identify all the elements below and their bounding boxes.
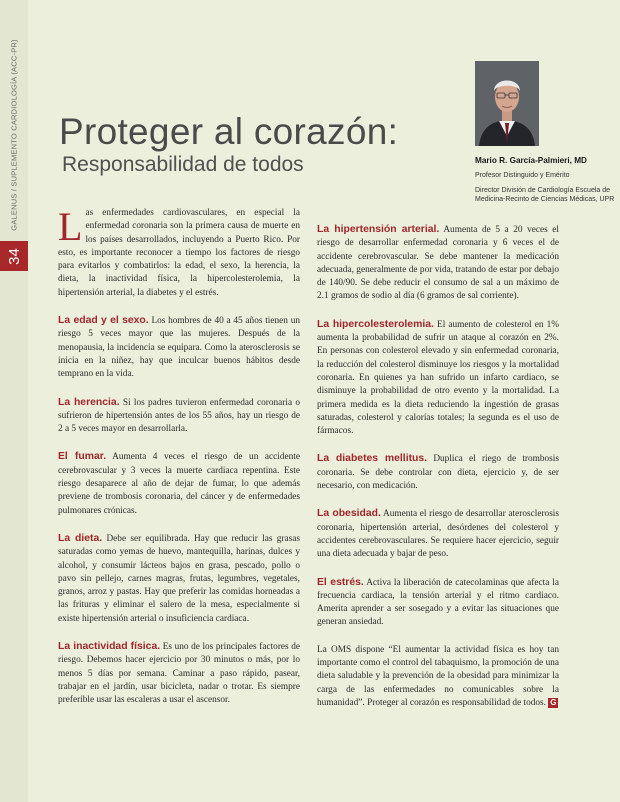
author-photo [475,61,539,146]
section-text: Activa la liberación de catecolaminas que afecta la frecuencia cardiaca, la tensión arterial y el ritmo cardiaco. Amerita aprender a ser sosegado y a evitar las situaciones que generan ansiedad. [317,577,559,628]
section-heading: La edad y el sexo. [58,315,149,327]
section-paragraph [317,452,559,493]
running-header [2,0,26,260]
section-heading: La diabetes mellitus. [317,453,428,465]
closing-text: La OMS dispone “El aumentar la actividad física es hoy tan importante como el control del tabaquismo, la promoción de una dieta saludable y la prevención de la obesidad para minimizar la carga de las enfermedades no comunicables sobre la humanidad”. Proteger al corazón es responsabilidad de todos. [317,644,559,708]
page-number: 34 [5,247,23,265]
section-heading: La hipertensión arterial. [317,224,440,235]
section-paragraph [58,532,300,626]
page-number-box [0,241,28,271]
page-title: Proteger al corazón: [59,111,399,152]
section-text: Los hombres de 40 a 45 años tienen un riesgo 5 veces mayor que las mujeres. Después de la menopausia, la incidencia se equipara. Como la aterosclerosis se inicia en la niñez, hay que inculcar buenos hábitos desde temprano en la vida. [58,316,300,380]
sidebar [0,0,28,802]
section-heading: La herencia. [58,396,120,408]
running-header-text: GALENUS / SUPLEMENTO CARDIOLOGÍA (ACC-PR) [9,39,19,231]
article-column-right [317,223,559,724]
author-name: Mario R. García-Palmieri, MD [475,156,587,165]
closing-paragraph [317,644,559,710]
section-text: El aumento de colesterol en 1% aumenta la probabilidad de sufrir un ataque al corazón en 2%. En personas con colesterol elevado y sin enfermedad coronaria, la reducción del colesterol disminuye los riesgos y la mortalidad coronaria. En quienes ya han sufrido un infarto cardiaco, se disminuye la probabilidad de otro evento y la mortalidad. La primera medida es la dieta reduciendo la ingestión de grasas saturadas, colesterol y calorías totales; la segunda es el uso de fármacos. [317,319,559,437]
section-paragraph [58,396,300,437]
section-heading: La inactividad física. [58,641,161,653]
end-mark-icon: G [550,697,557,707]
intro-paragraph [58,204,300,300]
section-text: Duplica el riego de trombosis coronaria. Se debe controlar con dieta, ejercicio y, de ser necesario, con medicación. [317,454,559,492]
section-text: Aumenta de 5 a 20 veces el riesgo de desarrollar enfermedad coronaria y 6 veces el de accidente cerebrovascular. Se debe mantener la medicación adecuada, generalmente de por vida, tratando de estar por debajo de 140/90. Se debe reducir el consumo de sal a un máximo de 2.1 gramos de sodio al día (6 gramos de sal corriente). [317,225,560,302]
section-paragraph [317,507,559,561]
section-heading: La dieta. [58,532,103,544]
section-paragraph [58,314,300,381]
section-heading: El fumar. [58,451,107,463]
section-paragraph [317,576,559,630]
section-text: Aumenta el riesgo de desarrollar aterosclerosis coronaria, hipertensión arterial, desórdenes del colesterol y accidentes cerebrovasculares. Se requiere hacer ejercicio, seguir una dieta adecuada y bajar de peso. [317,509,560,560]
section-heading: La obesidad. [317,508,381,520]
section-paragraph [58,640,300,707]
section-text: Si los padres tuvieron enfermedad coronaria o sufrieron de hipertensión antes de los 55 años, hay un riesgo de 2 a 5 veces mayor en desarrollarla. [58,397,300,435]
section-paragraph [317,223,559,304]
article-column-left [58,204,301,722]
section-heading: El estrés. [317,576,364,588]
section-paragraph [317,318,559,439]
author-role: Profesor Distinguido y Emérito [475,172,570,179]
section-text: Aumenta 4 veces el riesgo de un accidente cerebrovascular y 3 veces la muerte cardiaca repentina. Este riesgo desaparece al año de dejar de fumar, lo que además previene de trombosis coronaria, del cáncer y de enfermedades pulmonares crónicas. [58,452,301,516]
section-text: Debe ser equilibrada. Hay que reducir las grasas saturadas como yemas de huevo, mantequilla, harinas, dulces y alcohol, y consumir lácteos bajos en grasa, pescado, pollo o pavo sin pellejo, carnes magras, frutas, legumbres, vegetales, granos, arroz y pastas. Hay que preferir las comidas horneadas a las frituras y eliminar el salero de la mesa, especialmente si existe hipertensión arterial o insuficiencia cardiaca. [58,533,300,624]
author-affiliation: Director División de Cardiología Escuela de Medicina-Recinto de Ciencias Médicas, UPR [475,187,615,203]
section-paragraph [58,450,300,517]
section-text: Es uno de los principales factores de riesgo. Debemos hacer ejercicio por 30 minutos o más, por lo menos 5 días por semana. Caminar a paso rápido, pasear, trabajar en el jardín, usar bicicleta, nadar o trotar. Es siempre preferible usar las escaleras a usar el ascensor. [58,642,301,706]
section-heading: La hipercolesterolemia. [317,318,434,330]
drop-cap: L [58,204,83,249]
intro-text: as enfermedades cardiovasculares, en especial la enfermedad coronaria son la primera causa de muerte en los países desarrollados, incluyendo a Puerto Rico. Por esto, es importante reconocer a tiempo los factores de riesgo para evitarlos y combatirlos: la edad, el sexo, la herencia, la dieta, la inactividad física, la hipercolesterolemia, la hipertensión arterial, la diabetes y el estrés. [58,208,300,298]
page-subtitle: Responsabilidad de todos [62,153,304,176]
